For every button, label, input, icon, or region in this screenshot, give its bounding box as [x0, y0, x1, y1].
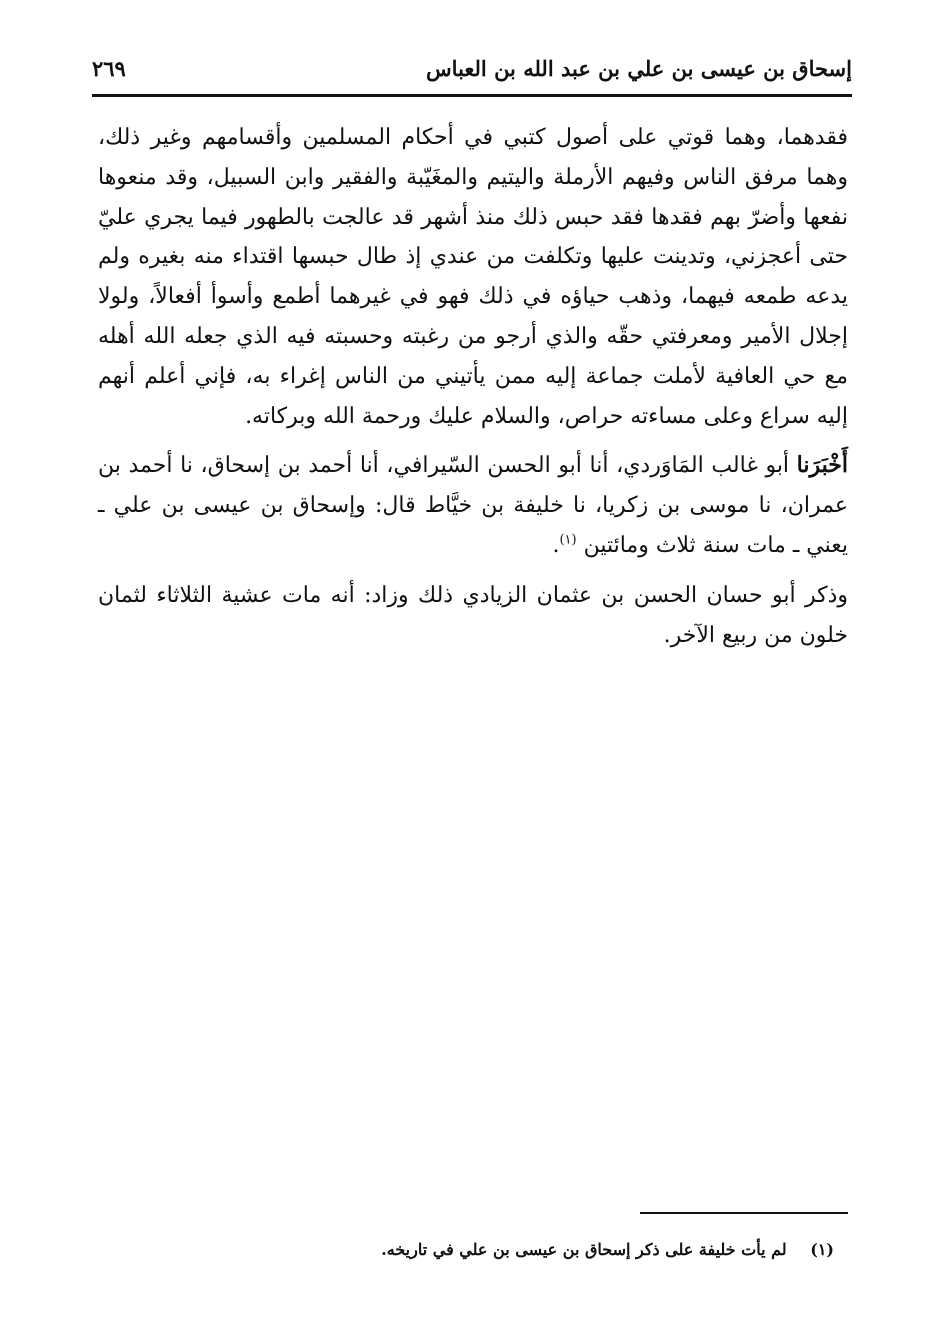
paragraph-1: فقدهما، وهما قوتي على أصول كتبي في أحكام المسلمين وأقسامهم وغير ذلك، وهما مرفق الناس وفيهم الأرملة واليتيم والمغَيّبة والفقير وابن السبيل، وقد منعوها نفعها وأضرّ بهم فقدها فقد حبس ذلك منذ أشهر قد عالجت بالطهور فيما يجري عليّ حتى أعجزني، وتدينت عليها وتكلفت من عندي إذ طال حبسها اقتداء منه بغيره ولم يدعه طمعه فيهما، وذهب حياؤه في ذلك فهو في غيرهما أطمع وأسوأ أفعالاً، ولولا إجلال الأمير ومعرفتي حقّه والذي أرجو من رغبته وحسبته فيه الذي جعله الله أهله مع حي العافية لأملت جماعة إليه ممن يأتيني من الناس إغراء به، فإني أعلم أنهم إليه سراع وعلى مساءته حراص، والسلام عليك ورحمة الله وبركاته. — [98, 125, 848, 429]
paragraph-3: وذكر أبو حسان الحسن بن عثمان الزيادي ذلك وزاد: أنه مات عشية الثلاثاء لثمان خلون من ربيع الآخر. — [98, 582, 848, 648]
paragraph-2-end: . — [552, 532, 560, 558]
footnote-rule — [640, 1212, 848, 1214]
body-text — [98, 118, 848, 655]
header-title: إسحاق بن عيسى بن علي بن عبد الله بن العباس — [426, 56, 852, 81]
header-rule — [92, 94, 852, 97]
paragraph-2-lead-word: أَخْبَرَنا — [796, 452, 848, 479]
running-header — [92, 56, 852, 96]
footnote-1 — [381, 1240, 834, 1259]
paragraph-2-text: أبو غالب المَاوَردي، أنا أبو الحسن السّيرافي، أنا أحمد بن إسحاق، نا أحمد بن عمران، نا موسى بن زكريا، نا خليفة بن خيَّاط قال: وإسحاق بن عيسى بن علي ـ يعني ـ مات سنة ثلاث ومائتين — [98, 453, 848, 558]
page-number: ٢٦٩ — [92, 56, 126, 81]
footnote-1-text: لم يأت خليفة على ذكر إسحاق بن عيسى بن علي في تاريخه. — [381, 1240, 787, 1259]
paragraph-2 — [98, 446, 848, 565]
footnote-reference: (١) — [559, 532, 577, 548]
footnote-1-marker: (١) — [810, 1240, 834, 1259]
